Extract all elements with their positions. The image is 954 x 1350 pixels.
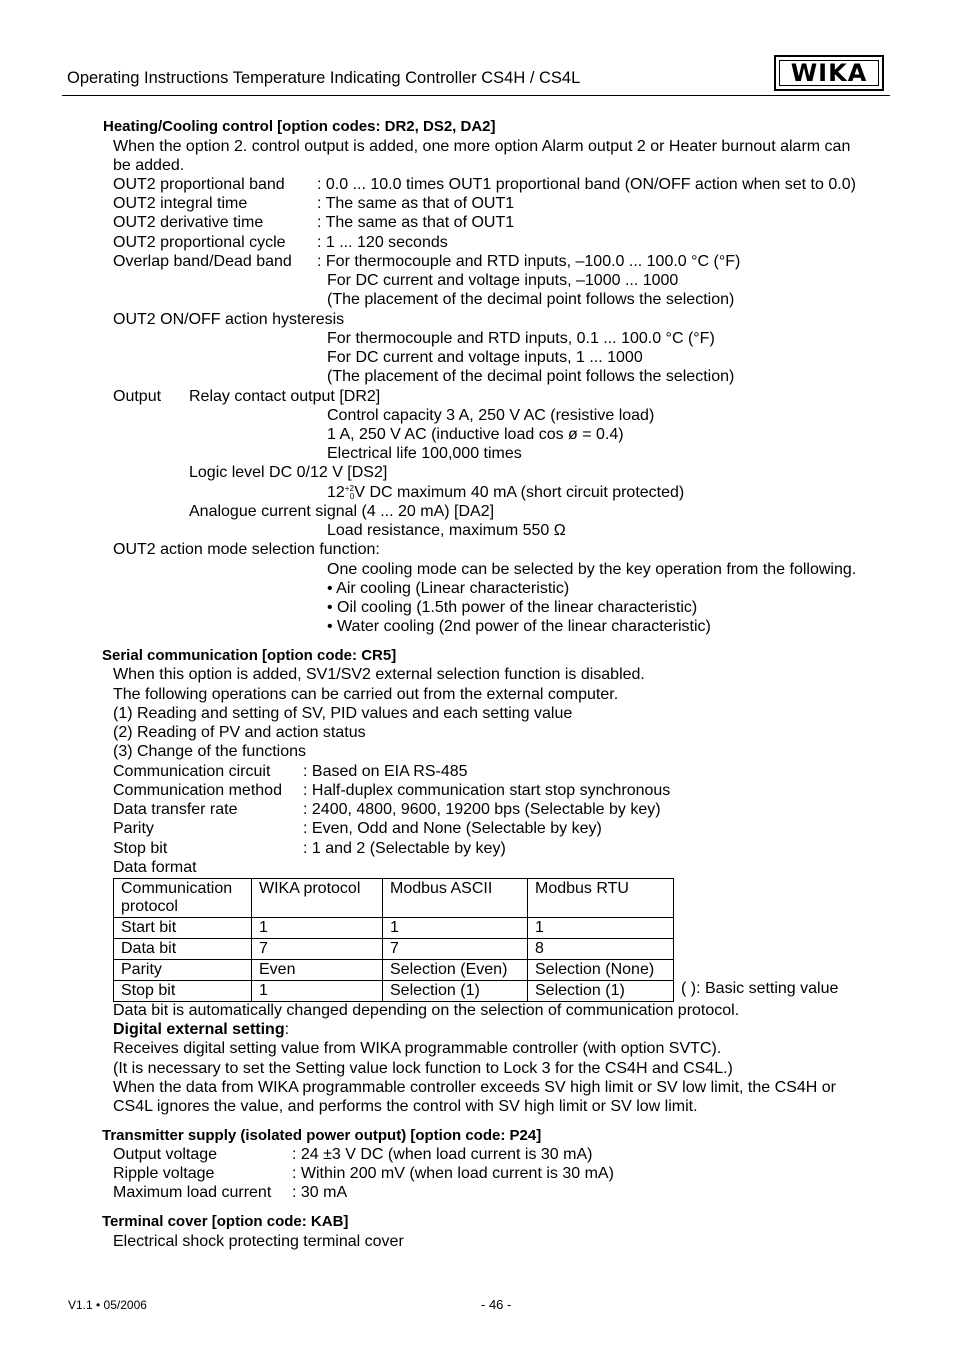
logic-voltage-tolerance-minus: 0 <box>349 492 355 501</box>
sc-line-2: The following operations can be carried out from the external computer. <box>113 686 619 703</box>
hc-intro-line-2: be added. <box>113 157 185 174</box>
footer-version: V1.1 • 05/2006 <box>68 1298 147 1312</box>
wika-logo-text: WIKA <box>779 60 879 86</box>
des-line-1: Receives digital setting value from WIKA programmable controller (with option SVTC). <box>113 1040 722 1057</box>
overlap-band-value-1: : For thermocouple and RTD inputs, –100.0 ... 100.0 °C (°F) <box>317 253 741 270</box>
parity-label: Parity <box>113 820 154 837</box>
action-mode-line-3: • Oil cooling (1.5th power of the linear characteristic) <box>327 599 698 616</box>
stop-bit-label: Stop bit <box>113 840 168 857</box>
hc-intro-line-1: When the option 2. control output is added, one more option Alarm output 2 or Heater burnout alarm can <box>113 138 851 155</box>
max-load-current-label: Maximum load current <box>113 1184 272 1201</box>
logic-output-label: Logic level DC 0/12 V [DS2] <box>189 464 388 481</box>
page-header-title: Operating Instructions Temperature Indicating Controller CS4H / CS4L <box>67 69 581 87</box>
table-cell: Selection (None) <box>528 960 674 981</box>
hysteresis-value-1: For thermocouple and RTD inputs, 0.1 ... 100.0 °C (°F) <box>327 330 715 347</box>
table-row <box>114 960 674 981</box>
basic-setting-note: ( ): Basic setting value <box>681 980 839 997</box>
comm-circuit-label: Communication circuit <box>113 763 271 780</box>
sc-after-line-1: Data bit is automatically changed depending on the selection of communication protocol. <box>113 1002 740 1019</box>
comm-method-label: Communication method <box>113 782 282 799</box>
table-header-cell: Modbus RTU <box>528 879 674 918</box>
table-cell: Stop bit <box>114 981 252 1002</box>
overlap-band-value-2: For DC current and voltage inputs, –1000 ... 1000 <box>327 272 679 289</box>
table-cell: 1 <box>528 918 674 939</box>
hysteresis-value-3: (The placement of the decimal point follows the selection) <box>327 368 735 385</box>
footer-page-number: - 46 - <box>481 1297 512 1312</box>
table-cell: Selection (Even) <box>383 960 528 981</box>
overlap-band-label: Overlap band/Dead band <box>113 253 292 270</box>
heating-cooling-heading: Heating/Cooling control [option codes: DR2, DS2, DA2] <box>103 118 496 135</box>
transfer-rate-value: : 2400, 4800, 9600, 19200 bps (Selectable by key) <box>303 801 661 818</box>
table-row <box>114 918 674 939</box>
relay-output-label: Relay contact output [DR2] <box>189 388 381 405</box>
action-mode-label: OUT2 action mode selection function: <box>113 541 380 558</box>
table-cell: 7 <box>252 939 383 960</box>
analogue-output-label: Analogue current signal (4 ... 20 mA) [DA2] <box>189 503 495 520</box>
des-line-2: (It is necessary to set the Setting value lock function to Lock 3 for the CS4H and CS4L.) <box>113 1060 733 1077</box>
relay-spec-2: 1 A, 250 V AC (inductive load cos ø = 0.4) <box>327 426 624 443</box>
wika-logo <box>774 55 884 91</box>
ripple-voltage-label: Ripple voltage <box>113 1165 215 1182</box>
table-cell: Parity <box>114 960 252 981</box>
overlap-band-value-3: (The placement of the decimal point follows the selection) <box>327 291 735 308</box>
des-line-4: CS4L ignores the value, and performs the control with SV high limit or SV low limit. <box>113 1098 698 1115</box>
out2-integral-time-label: OUT2 integral time <box>113 195 248 212</box>
max-load-current-value: : 30 mA <box>292 1184 348 1201</box>
analogue-output-spec: Load resistance, maximum 550 Ω <box>327 522 566 539</box>
table-header-cell: WIKA protocol <box>252 879 383 918</box>
data-format-label: Data format <box>113 859 197 876</box>
comm-circuit-value: : Based on EIA RS-485 <box>303 763 468 780</box>
output-voltage-value: : 24 ±3 V DC (when load current is 30 mA) <box>292 1146 593 1163</box>
table-row <box>114 981 674 1002</box>
table-header-row <box>114 879 674 918</box>
ripple-voltage-value: : Within 200 mV (when load current is 30 mA) <box>292 1165 614 1182</box>
terminal-cover-heading: Terminal cover [option code: KAB] <box>102 1213 349 1230</box>
out2-derivative-time-value: : The same as that of OUT1 <box>317 214 515 231</box>
table-cell: 7 <box>383 939 528 960</box>
sc-line-5: (3) Change of the functions <box>113 743 307 760</box>
digital-external-setting-colon: : <box>284 1021 290 1038</box>
action-mode-line-2: • Air cooling (Linear characteristic) <box>327 580 570 597</box>
comm-method-value: : Half-duplex communication start stop synchronous <box>303 782 671 799</box>
table-cell: Even <box>252 960 383 981</box>
data-format-table <box>113 878 674 1002</box>
transfer-rate-label: Data transfer rate <box>113 801 238 818</box>
logic-output-spec <box>327 483 684 504</box>
header-rule <box>62 95 890 96</box>
hysteresis-value-2: For DC current and voltage inputs, 1 ... 1000 <box>327 349 643 366</box>
relay-spec-1: Control capacity 3 A, 250 V AC (resistive load) <box>327 407 655 424</box>
out2-proportional-cycle-value: : 1 ... 120 seconds <box>317 234 448 251</box>
sc-line-3: (1) Reading and setting of SV, PID values and each setting value <box>113 705 573 722</box>
terminal-cover-line-1: Electrical shock protecting terminal cover <box>113 1233 404 1250</box>
table-cell: Selection (1) <box>528 981 674 1002</box>
table-header-cell: Communication protocol <box>114 879 252 918</box>
des-line-3: When the data from WIKA programmable controller exceeds SV high limit or SV low limit, the CS4H or <box>113 1079 836 1096</box>
table-header-cell: Modbus ASCII <box>383 879 528 918</box>
table-cell: Data bit <box>114 939 252 960</box>
out2-integral-time-value: : The same as that of OUT1 <box>317 195 515 212</box>
out2-proportional-band-value: : 0.0 ... 10.0 times OUT1 proportional band (ON/OFF action when set to 0.0) <box>317 176 856 193</box>
parity-value: : Even, Odd and None (Selectable by key) <box>303 820 602 837</box>
stop-bit-value: : 1 and 2 (Selectable by key) <box>303 840 506 857</box>
relay-spec-3: Electrical life 100,000 times <box>327 445 522 462</box>
sc-line-1: When this option is added, SV1/SV2 external selection function is disabled. <box>113 666 645 683</box>
table-cell: 8 <box>528 939 674 960</box>
table-cell: Start bit <box>114 918 252 939</box>
action-mode-line-1: One cooling mode can be selected by the key operation from the following. <box>327 561 857 578</box>
digital-external-setting-bold: Digital external setting <box>113 1021 285 1038</box>
sc-line-4: (2) Reading of PV and action status <box>113 724 366 741</box>
table-cell: 1 <box>383 918 528 939</box>
hysteresis-label: OUT2 ON/OFF action hysteresis <box>113 311 345 328</box>
output-label: Output <box>113 388 162 405</box>
serial-communication-heading: Serial communication [option code: CR5] <box>102 647 397 664</box>
action-mode-line-4: • Water cooling (2nd power of the linear characteristic) <box>327 618 711 635</box>
out2-proportional-cycle-label: OUT2 proportional cycle <box>113 234 286 251</box>
table-cell: 1 <box>252 981 383 1002</box>
out2-derivative-time-label: OUT2 derivative time <box>113 214 264 231</box>
output-voltage-label: Output voltage <box>113 1146 218 1163</box>
table-cell: 1 <box>252 918 383 939</box>
logic-voltage-rest: V DC maximum 40 mA (short circuit protected) <box>354 484 685 501</box>
transmitter-supply-heading: Transmitter supply (isolated power output) [option code: P24] <box>102 1127 542 1144</box>
out2-proportional-band-label: OUT2 proportional band <box>113 176 285 193</box>
table-row <box>114 939 674 960</box>
table-cell: Selection (1) <box>383 981 528 1002</box>
logic-voltage-tolerance-plus: +2 <box>344 484 354 493</box>
digital-external-setting-label <box>113 1020 289 1039</box>
logic-voltage: 12 <box>327 484 345 501</box>
